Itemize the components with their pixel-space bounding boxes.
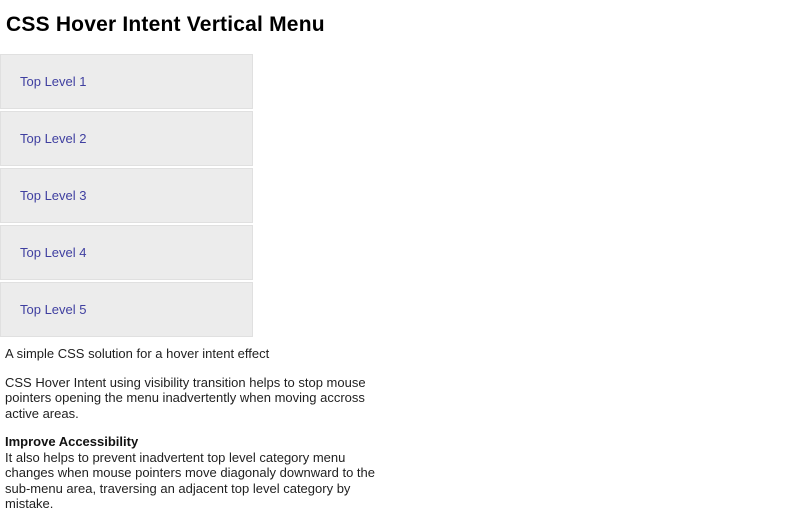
menu-list-item [0,225,253,280]
hover-intent-paragraph: CSS Hover Intent using visibility transition helps to stop mouse pointers opening the menu inadvertently when moving accross active areas. [5,374,366,421]
accessibility-text: It also helps to prevent inadvertent top level category menu changes when mouse pointers move diagonaly downward to the sub-menu area, traversing an adjacent top level category by mistake. [5,449,376,511]
page [0,13,800,511]
menu-item-top-level-3[interactable]: Top Level 3 [0,168,253,223]
accessibility-heading: Improve Accessibility [5,434,139,449]
menu-list-item [0,282,253,337]
page-title: CSS Hover Intent Vertical Menu [6,13,325,36]
menu-list-item [0,168,253,223]
vertical-menu [0,54,253,337]
menu-list-item [0,54,253,109]
menu-item-top-level-4[interactable]: Top Level 4 [0,225,253,280]
menu-item-top-level-2[interactable]: Top Level 2 [0,111,253,166]
intro-text: A simple CSS solution for a hover intent effect [5,346,270,361]
description-section [5,346,383,512]
menu-item-top-level-5[interactable]: Top Level 5 [0,282,253,337]
accessibility-paragraph [5,434,383,512]
menu-item-top-level-1[interactable]: Top Level 1 [0,54,253,109]
menu-list-item [0,111,253,166]
